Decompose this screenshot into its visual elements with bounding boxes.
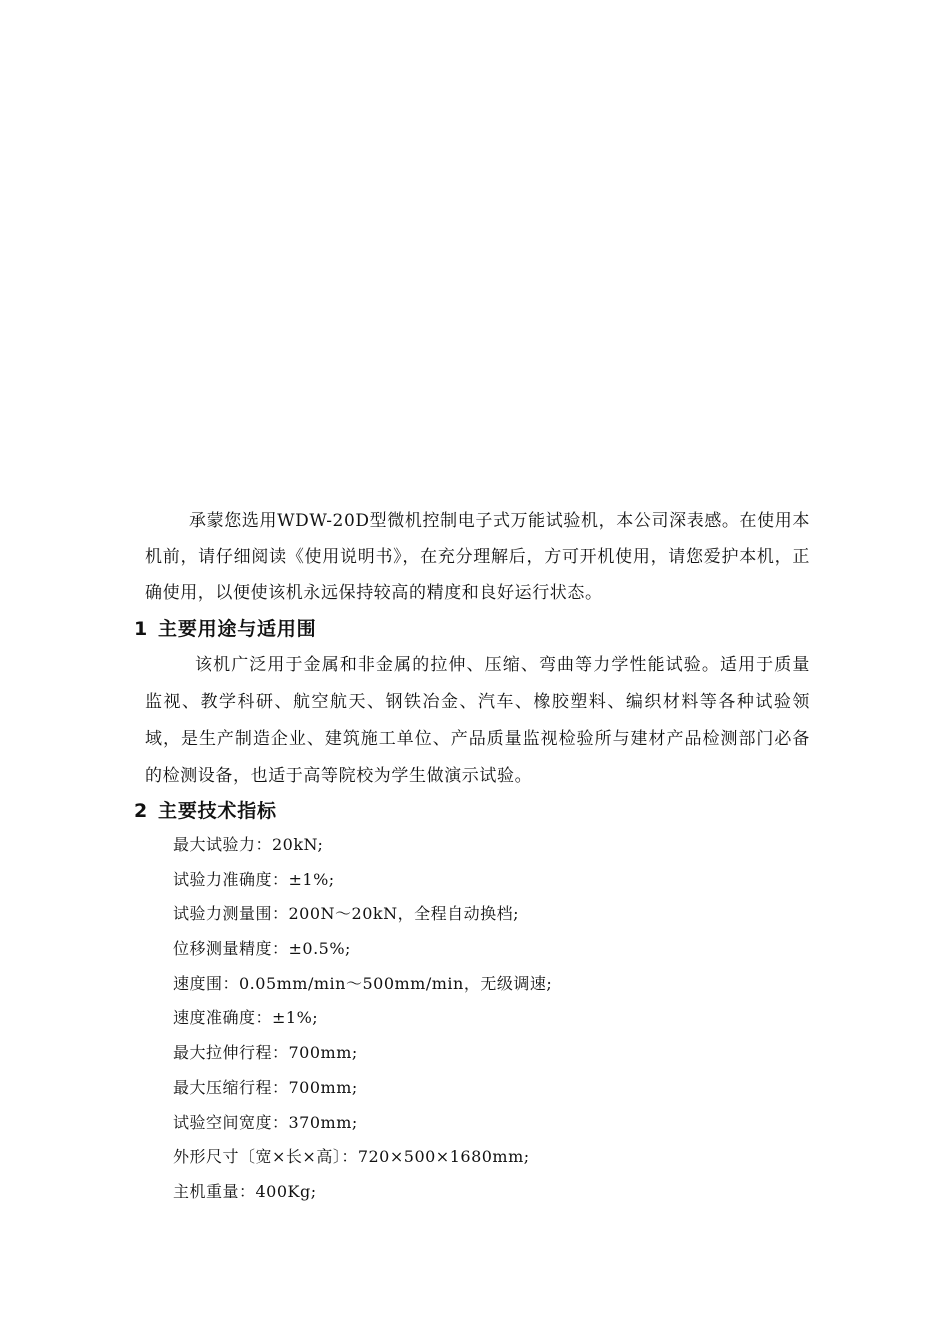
section-2-number: 2 [134, 800, 149, 822]
section-1-body: 该机广泛用于金属和非金属的拉伸、压缩、弯曲等力学性能试验。适用于质量监视、教学科研、航空航天、钢铁冶金、汽车、橡胶塑料、编织材料等各种试验领域，是生产制造企业、建筑施工单位、产品质量监视检验所与建材产品检测部门必备的检测设备，也适于高等院校为学生做演示试验。 [145, 655, 810, 786]
section-2-heading [134, 796, 277, 823]
spec-item: 最大试验力：20kN; [173, 835, 324, 854]
spec-item: 试验力测量围：200N～20kN，全程自动换档; [173, 904, 519, 924]
spec-item: 位移测量精度：±0.5%; [173, 939, 351, 959]
intro-paragraph: 承蒙您选用WDW-20D型微机控制电子式万能试验机，本公司深表感。在使用本机前，请仔细阅读《使用说明书》，在充分理解后，方可开机使用，请您爱护本机，正确使用，以便使该机永远保持较高的精度和良好运行状态。 [145, 511, 810, 603]
spec-list [173, 830, 552, 1212]
spec-item: 速度围：0.05mm/min～500mm/min，无级调速; [173, 973, 553, 993]
spec-item: 试验空间宽度：370mm; [173, 1112, 358, 1132]
spec-item: 外形尺寸〔宽×长×高〕：720×500×1680mm; [173, 1147, 530, 1167]
section-1-heading [134, 614, 316, 641]
spec-item: 主机重量：400Kg; [173, 1181, 317, 1201]
section-1-number: 1 [134, 618, 149, 640]
spec-item: 最大压缩行程：700mm; [173, 1077, 358, 1097]
section-2-title: 主要技术指标 [158, 800, 277, 822]
spec-item: 试验力准确度：±1%; [173, 869, 335, 889]
spec-item: 速度准确度：±1%; [173, 1008, 319, 1028]
section-1-title: 主要用途与适用围 [158, 618, 317, 640]
spec-item: 最大拉伸行程：700mm; [173, 1043, 358, 1063]
